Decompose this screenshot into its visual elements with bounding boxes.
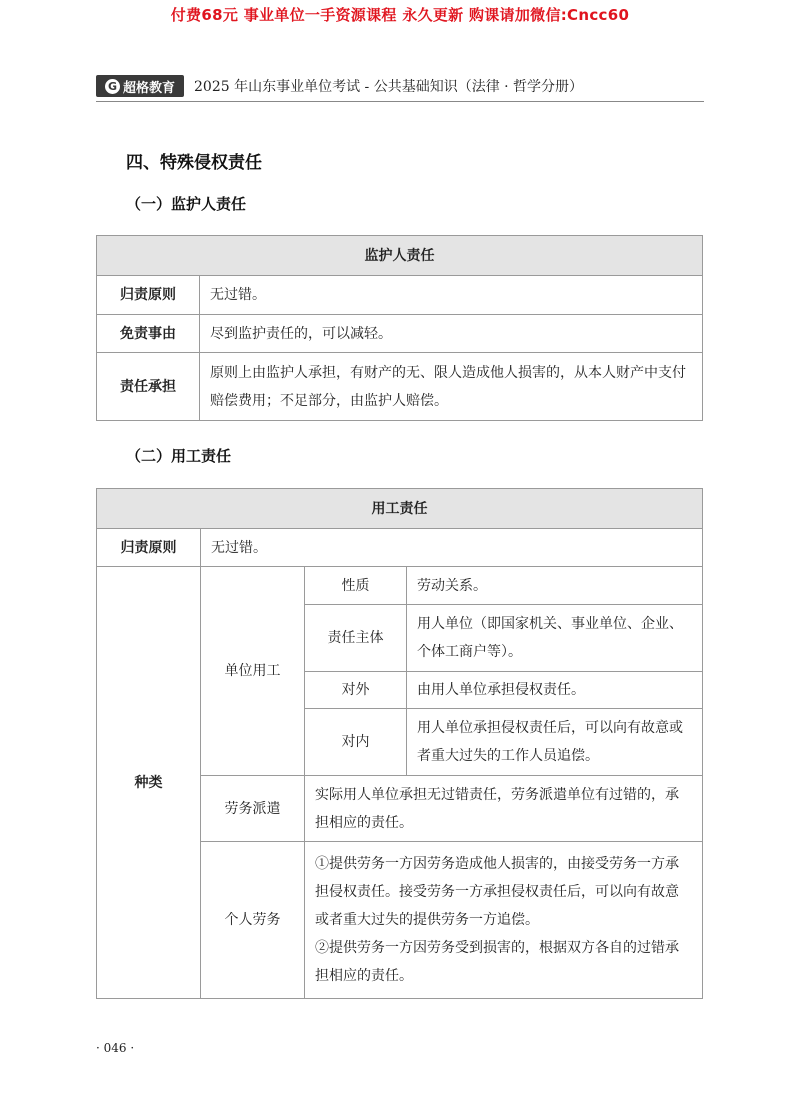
row-value: 劳动关系。 — [407, 567, 703, 605]
brand-logo-text: 超格教育 — [122, 80, 175, 96]
brand-logo-icon: G — [105, 79, 120, 94]
table-row — [97, 315, 703, 353]
guardian-liability-table — [96, 235, 703, 421]
row-label: 责任主体 — [305, 605, 407, 672]
personal-labor-value — [305, 842, 703, 999]
personal-labor-line-1: ①提供劳务一方因劳务造成他人损害的，由接受劳务一方承担侵权责任。接受劳务一方承担侵权责任后，可以向有故意或者重大过失的提供劳务一方追偿。 — [315, 856, 679, 928]
row-value: 尽到监护责任的，可以减轻。 — [200, 315, 703, 353]
table-row — [97, 276, 703, 315]
row-value: 无过错。 — [201, 529, 703, 567]
dispatch-label: 劳务派遣 — [201, 776, 305, 842]
personal-labor-label: 个人劳务 — [201, 842, 305, 999]
row-value: 由用人单位承担侵权责任。 — [407, 672, 703, 709]
header-divider — [96, 101, 704, 102]
watermark-banner: 付费68元 事业单位一手资源课程 永久更新 购课请加微信:Cncc60 — [170, 6, 630, 24]
unit-employment-label: 单位用工 — [201, 567, 305, 776]
row-value: 原则上由监护人承担，有财产的无、限人造成他人损害的，从本人财产中支付赔偿费用；不足部分，由监护人赔偿。 — [200, 353, 703, 421]
row-label: 性质 — [305, 567, 407, 605]
table-header-row — [97, 489, 703, 529]
employment-liability-table — [96, 488, 703, 999]
personal-labor-line-2: ②提供劳务一方因劳务受到损害的，根据双方各自的过错承担相应的责任。 — [315, 940, 679, 984]
book-title: 2025 年山东事业单位考试 - 公共基础知识（法律 · 哲学分册） — [194, 79, 584, 95]
row-label: 对内 — [305, 709, 407, 776]
table-row — [97, 529, 703, 567]
row-value: 用人单位（即国家机关、事业单位、企业、个体工商户等）。 — [407, 605, 703, 672]
subsection-title-employment: （二）用工责任 — [126, 447, 232, 465]
table-header-row — [97, 236, 703, 276]
section-title: 四、特殊侵权责任 — [126, 153, 262, 173]
row-label: 归责原则 — [97, 529, 201, 567]
table-row — [97, 567, 703, 605]
row-label: 归责原则 — [97, 276, 200, 315]
dispatch-value: 实际用人单位承担无过错责任，劳务派遣单位有过错的，承担相应的责任。 — [305, 776, 703, 842]
page-number: · 046 · — [96, 1041, 135, 1055]
row-value: 用人单位承担侵权责任后，可以向有故意或者重大过失的工作人员追偿。 — [407, 709, 703, 776]
table-header: 监护人责任 — [97, 236, 703, 276]
types-label: 种类 — [97, 567, 201, 999]
subsection-title-guardian: （一）监护人责任 — [126, 195, 247, 213]
row-value: 无过错。 — [200, 276, 703, 315]
row-label: 责任承担 — [97, 353, 200, 421]
table-header: 用工责任 — [97, 489, 703, 529]
brand-logo — [96, 75, 184, 97]
page-header — [96, 74, 700, 98]
row-label: 免责事由 — [97, 315, 200, 353]
table-row — [97, 353, 703, 421]
row-label: 对外 — [305, 672, 407, 709]
